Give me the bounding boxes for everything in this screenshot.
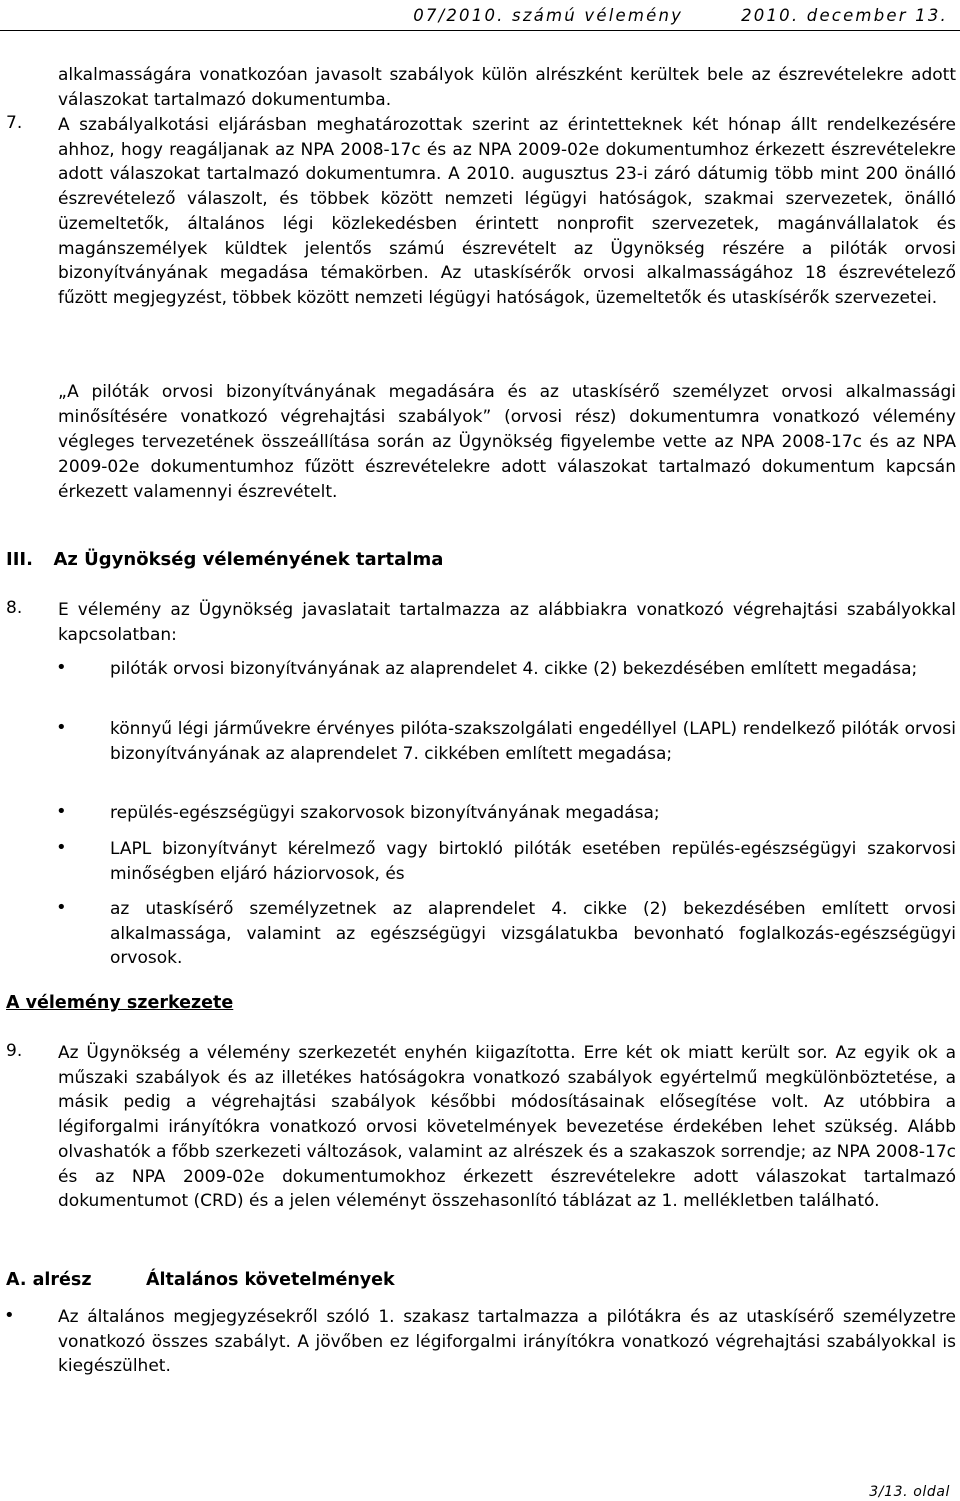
document-date: 2010. december 13. (741, 6, 948, 25)
intro-paragraph: alkalmasságára vonatkozóan javasolt szabályok külön alrészként kerültek bele az észrevételekre adott válaszokat tartalmazó dokumentumba. (58, 65, 956, 110)
list-item: repülés-egészségügyi szakorvosok bizonyítványának megadása; (110, 803, 660, 823)
paragraph-number-8: 8. (6, 598, 23, 618)
bullet-icon: • (56, 717, 67, 738)
page-header (413, 6, 948, 25)
subpart-a-heading (6, 1270, 395, 1290)
paragraph-number-7: 7. (6, 113, 23, 133)
paragraph-number-9: 9. (6, 1041, 23, 1061)
paragraph-9: Az Ügynökség a vélemény szerkezetét enyhén kiigazította. Erre két ok miatt került sor. Az egyik ok a műszaki szabályok és az illetékes hatóságokra vonatkozó szabályok egyértelmű megkülönböztetése, a másik pedig a végrehajtási szabályok későbbi módosításainak elősegítése volt. Az utóbbira a légiforgalmi irányítókra vonatkozó orvosi követelmények bevezetése érdekében lehet szükség. Alább olvashatók a főbb szerkezeti változások, valamint az alrészek és a szakaszok sorrendje; az NPA 2008-17c és az NPA 2009-02e dokumentumokhoz érkezett észrevételekre adott válaszokat tartalmazó dokumentumot (CRD) és a jelen véleményt összehasonlító táblázat az 1. mellékletben található. (58, 1043, 956, 1212)
paragraph-7-continuation: „A pilóták orvosi bizonyítványának megadására és az utaskísérő személyzet orvosi alkalmassági minősítésére vonatkozó végrehajtási szabályok” (orvosi rész) dokumentumra vonatkozó vélemény végleges tervezetének összeállítása során az Ügynökség figyelembe vette az NPA 2008-17c és az NPA 2009-02e dokumentumhoz fűzött észrevételekre adott válaszokat tartalmazó dokumentum kapcsán érkezett valamennyi észrevételt. (58, 382, 956, 502)
bullet-icon: • (56, 837, 67, 858)
paragraph-7: A szabályalkotási eljárásban meghatározottak szerint az érintetteknek két hónap állt rendelkezésére ahhoz, hogy reagáljanak az NPA 2008-17c és az NPA 2009-02e dokumentumhoz érkezett észrevételekre adott válaszokat tartalmazó dokumentumra. A 2010. augusztus 23-i záró dátumig több mint 200 önálló észrevételező válaszolt, és többek között nemzeti légügyi hatóságok, szakmai szervezetek, önálló üzemeltetők, általános légi közlekedésben érintett nonprofit szervezetek, magánvállalatok és magánszemélyek küldtek jelentős számú észrevételt az Ügynökség részére a pilóták orvosi bizonyítványának megadása témakörben. Az utaskísérők orvosi alkalmasságához 18 észrevételező fűzött megjegyzést, többek között nemzeti légügyi hatóságok, üzemeltetők és utaskísérők szervezetei. (58, 115, 956, 308)
document-number: 07/2010. számú vélemény (413, 6, 684, 25)
page-number: 3/13. oldal (869, 1484, 950, 1500)
structure-heading: A vélemény szerkezete (6, 993, 234, 1013)
section-iii-heading (6, 549, 443, 570)
bullet-icon: • (56, 897, 67, 918)
paragraph-8: E vélemény az Ügynökség javaslatait tartalmazza az alábbiakra vonatkozó végrehajtási szabályokkal kapcsolatban: (58, 600, 956, 645)
bullet-icon: • (4, 1305, 15, 1326)
bullet-icon: • (56, 801, 67, 822)
section-iii-number: III. (6, 549, 33, 570)
subpart-a-title: Általános követelmények (146, 1270, 395, 1290)
bullet-icon: • (56, 657, 67, 678)
list-item: az utaskísérő személyzetnek az alaprendelet 4. cikke (2) bekezdésében említett orvosi alkalmassága, valamint az egészségügyi vizsgálatukba bevonható foglalkozás-egészségügyi orvosok. (110, 899, 956, 969)
subpart-a-bullet: Az általános megjegyzésekről szóló 1. szakasz tartalmazza a pilótákra és az utaskísérő személyzetre vonatkozó összes szabályt. A jövőben ez légiforgalmi irányítókra vonatkozó végrehajtási szabályokkal is kiegészülhet. (58, 1307, 956, 1377)
list-item: LAPL bizonyítványt kérelmező vagy birtokló pilóták esetében repülés-egészségügyi szakorvosi minőségben eljáró háziorvosok, és (110, 839, 956, 884)
list-item: könnyű légi járművekre érvényes pilóta-szakszolgálati engedéllyel (LAPL) rendelkező pilóták orvosi bizonyítványának az alaprendelet 7. cikkében említett megadása; (110, 719, 956, 764)
header-divider (0, 30, 960, 31)
subpart-a-label: A. alrész (6, 1270, 92, 1290)
section-iii-title: Az Ügynökség véleményének tartalma (53, 549, 444, 570)
list-item: pilóták orvosi bizonyítványának az alaprendelet 4. cikke (2) bekezdésében említett megadása; (110, 659, 918, 679)
